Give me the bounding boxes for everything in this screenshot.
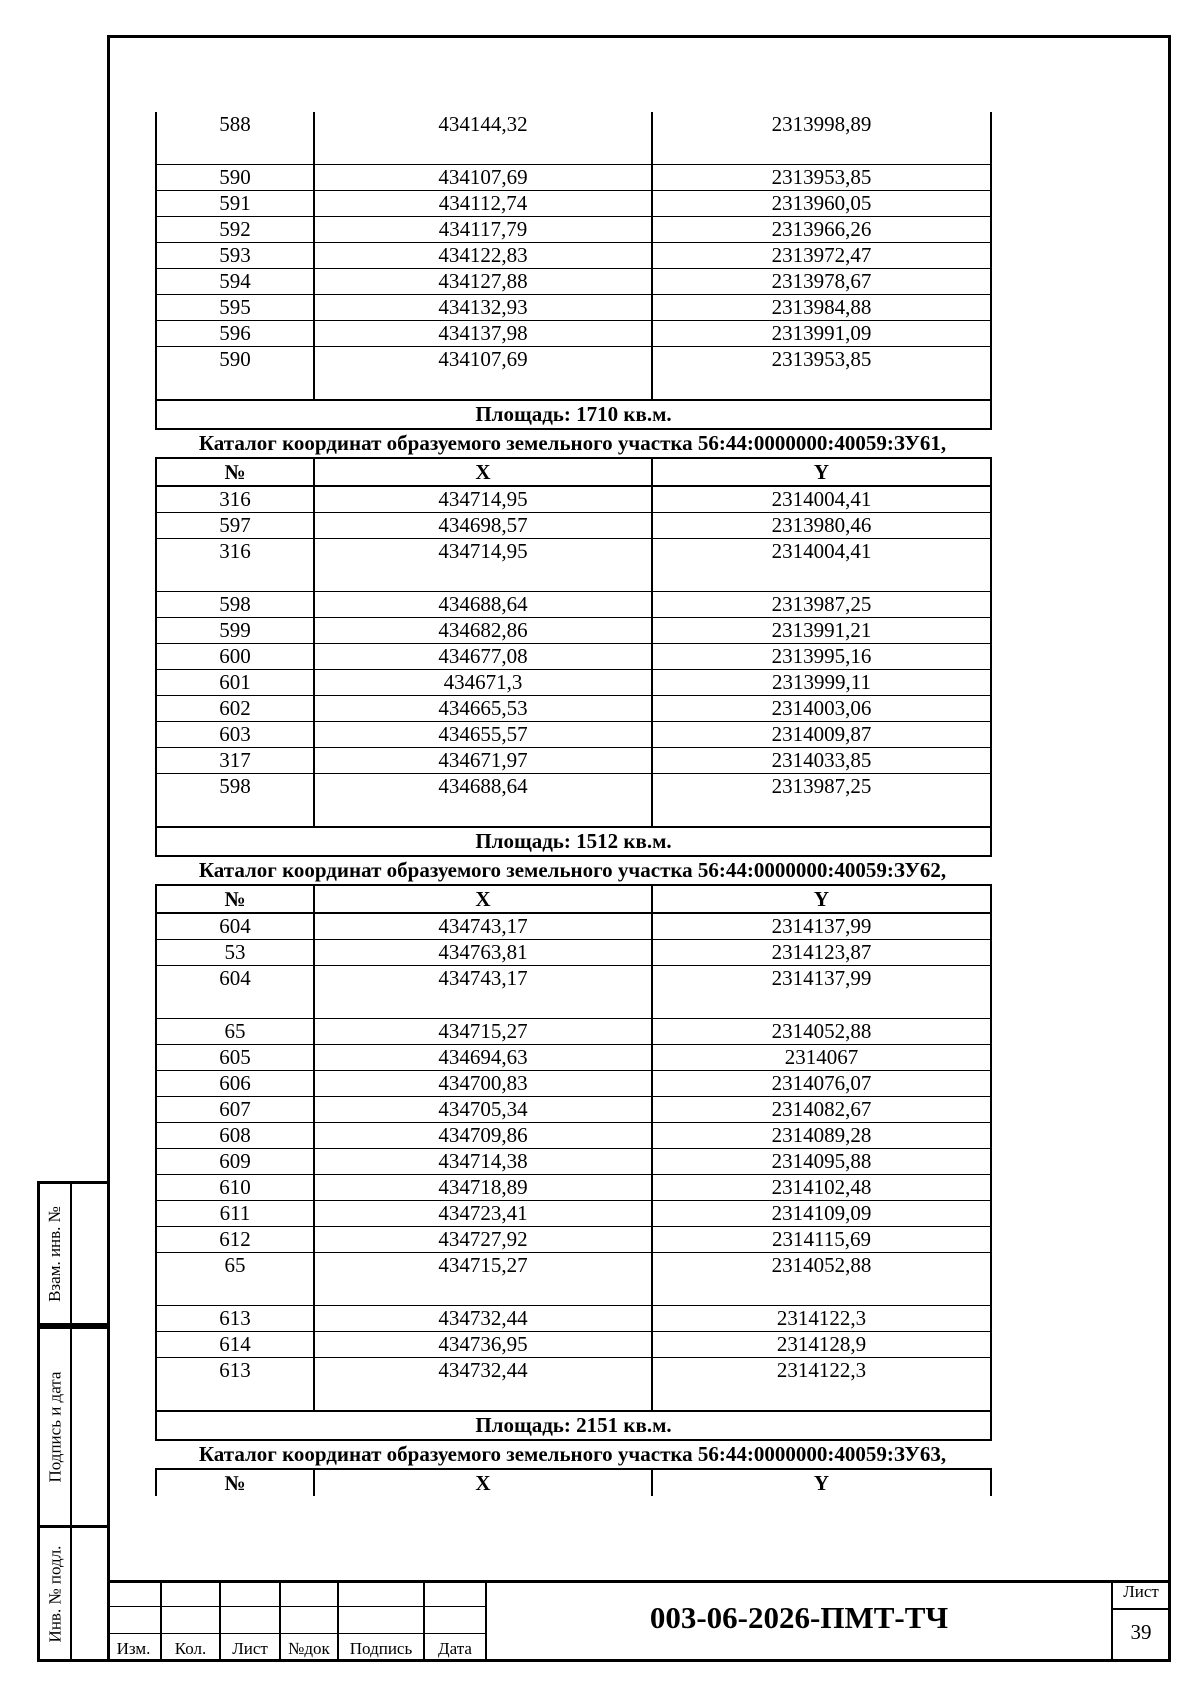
table-row	[156, 618, 991, 644]
sidebar-podpis-box	[37, 1326, 107, 1528]
y-coordinate: 2314122,3	[652, 1358, 991, 1412]
y-coordinate: 2314122,3	[652, 1306, 991, 1332]
table-header	[156, 1469, 991, 1496]
table-row	[156, 243, 991, 269]
coordinate-catalog	[155, 112, 990, 1496]
y-coordinate: 2313991,21	[652, 618, 991, 644]
y-coordinate: 2314123,87	[652, 940, 991, 966]
catalog-title: Каталог координат образуемого земельного участка 56:44:0000000:40059:ЗУ63,	[198, 1442, 947, 1466]
point-number: 603	[156, 722, 314, 748]
kol-label: Кол.	[174, 1639, 207, 1658]
point-number: 596	[156, 321, 314, 347]
table-row	[156, 1201, 991, 1227]
y-header: Y	[652, 885, 991, 913]
list-label: Лист	[232, 1639, 268, 1658]
point-number: 599	[156, 618, 314, 644]
x-coordinate: 434714,95	[314, 539, 652, 592]
table-row	[156, 165, 991, 191]
table-row	[156, 722, 991, 748]
y-coordinate: 2314052,88	[652, 1253, 991, 1306]
point-number: 604	[156, 913, 314, 940]
x-coordinate: 434715,27	[314, 1253, 652, 1306]
y-coordinate: 2314137,99	[652, 966, 991, 1019]
table-row	[156, 1019, 991, 1045]
x-coordinate: 434718,89	[314, 1175, 652, 1201]
y-coordinate: 2313984,88	[652, 295, 991, 321]
table-row	[156, 1149, 991, 1175]
point-number: 613	[156, 1358, 314, 1412]
coordinates-table	[155, 457, 992, 857]
table-row	[156, 269, 991, 295]
sidebar-inv-box	[37, 1525, 107, 1662]
y-coordinate: 2314102,48	[652, 1175, 991, 1201]
area-total: Площадь: 1710 кв.м.	[156, 400, 991, 429]
y-coordinate: 2314115,69	[652, 1227, 991, 1253]
point-number: 601	[156, 670, 314, 696]
point-number: 602	[156, 696, 314, 722]
x-coordinate: 434127,88	[314, 269, 652, 295]
x-coordinate: 434655,57	[314, 722, 652, 748]
x-header: X	[314, 1469, 652, 1496]
table-row	[156, 1175, 991, 1201]
point-number: 594	[156, 269, 314, 295]
table-row	[156, 1306, 991, 1332]
table-row	[156, 670, 991, 696]
point-number: 609	[156, 1149, 314, 1175]
catalog-title: Каталог координат образуемого земельного участка 56:44:0000000:40059:ЗУ62,	[198, 858, 947, 882]
y-coordinate: 2314089,28	[652, 1123, 991, 1149]
table-row	[156, 513, 991, 539]
point-number: 598	[156, 592, 314, 618]
point-number: 593	[156, 243, 314, 269]
table-row	[156, 913, 991, 940]
table-row	[156, 774, 991, 828]
y-header: Y	[652, 1469, 991, 1496]
point-number-header: №	[156, 885, 314, 913]
x-coordinate: 434122,83	[314, 243, 652, 269]
y-coordinate: 2313995,16	[652, 644, 991, 670]
y-coordinate: 2313987,25	[652, 592, 991, 618]
x-coordinate: 434107,69	[314, 347, 652, 401]
y-coordinate: 2314095,88	[652, 1149, 991, 1175]
point-number: 604	[156, 966, 314, 1019]
y-coordinate: 2314137,99	[652, 913, 991, 940]
table-row	[156, 112, 991, 165]
x-coordinate: 434132,93	[314, 295, 652, 321]
y-coordinate: 2313972,47	[652, 243, 991, 269]
sheet-number: 39	[1130, 1620, 1152, 1644]
x-coordinate: 434715,27	[314, 1019, 652, 1045]
point-number: 614	[156, 1332, 314, 1358]
point-number: 65	[156, 1253, 314, 1306]
y-coordinate: 2314004,41	[652, 486, 991, 513]
area-total: Площадь: 2151 кв.м.	[156, 1411, 991, 1440]
x-coordinate: 434671,3	[314, 670, 652, 696]
x-coordinate: 434700,83	[314, 1071, 652, 1097]
coordinates-table	[155, 112, 992, 430]
y-coordinate: 2313978,67	[652, 269, 991, 295]
point-number: 607	[156, 1097, 314, 1123]
table-row	[156, 1332, 991, 1358]
x-coordinate: 434671,97	[314, 748, 652, 774]
y-coordinate: 2313998,89	[652, 112, 991, 165]
table-header	[156, 458, 991, 486]
point-number: 53	[156, 940, 314, 966]
x-coordinate: 434732,44	[314, 1358, 652, 1412]
x-coordinate: 434743,17	[314, 966, 652, 1019]
y-coordinate: 2313999,11	[652, 670, 991, 696]
y-coordinate: 2313980,46	[652, 513, 991, 539]
point-number: 590	[156, 165, 314, 191]
table-row	[156, 486, 991, 513]
point-number-header: №	[156, 1469, 314, 1496]
x-coordinate: 434698,57	[314, 513, 652, 539]
y-coordinate: 2314033,85	[652, 748, 991, 774]
x-coordinate: 434763,81	[314, 940, 652, 966]
x-coordinate: 434688,64	[314, 774, 652, 828]
x-coordinate: 434144,32	[314, 112, 652, 165]
x-coordinate: 434714,95	[314, 486, 652, 513]
table-row	[156, 1227, 991, 1253]
table-row	[156, 1358, 991, 1412]
point-number: 597	[156, 513, 314, 539]
table-row	[156, 539, 991, 592]
x-coordinate: 434705,34	[314, 1097, 652, 1123]
x-coordinate: 434732,44	[314, 1306, 652, 1332]
point-number: 592	[156, 217, 314, 243]
table-row	[156, 644, 991, 670]
table-header	[156, 885, 991, 913]
table-row	[156, 940, 991, 966]
table-row	[156, 321, 991, 347]
x-coordinate: 434117,79	[314, 217, 652, 243]
podpis-label: Подпись	[349, 1639, 413, 1658]
x-coordinate: 434723,41	[314, 1201, 652, 1227]
x-coordinate: 434677,08	[314, 644, 652, 670]
y-coordinate: 2314082,67	[652, 1097, 991, 1123]
point-number-header: №	[156, 458, 314, 486]
y-coordinate: 2314052,88	[652, 1019, 991, 1045]
point-number: 590	[156, 347, 314, 401]
point-number: 598	[156, 774, 314, 828]
x-coordinate: 434665,53	[314, 696, 652, 722]
izm-label: Изм.	[116, 1639, 151, 1658]
point-number: 613	[156, 1306, 314, 1332]
point-number: 65	[156, 1019, 314, 1045]
y-coordinate: 2314003,06	[652, 696, 991, 722]
x-coordinate: 434137,98	[314, 321, 652, 347]
point-number: 611	[156, 1201, 314, 1227]
table-row	[156, 1253, 991, 1306]
x-coordinate: 434694,63	[314, 1045, 652, 1071]
y-coordinate: 2313953,85	[652, 165, 991, 191]
point-number: 605	[156, 1045, 314, 1071]
x-coordinate: 434107,69	[314, 165, 652, 191]
data-label: Дата	[438, 1639, 472, 1658]
x-coordinate: 434743,17	[314, 913, 652, 940]
point-number: 608	[156, 1123, 314, 1149]
point-number: 316	[156, 539, 314, 592]
table-row	[156, 748, 991, 774]
x-coordinate: 434736,95	[314, 1332, 652, 1358]
y-coordinate: 2314067	[652, 1045, 991, 1071]
point-number: 316	[156, 486, 314, 513]
sheet-label: Лист	[1123, 1582, 1159, 1601]
area-total: Площадь: 1512 кв.м.	[156, 827, 991, 856]
x-coordinate: 434714,38	[314, 1149, 652, 1175]
document-code: 003-06-2026-ПМТ-ТЧ	[649, 1600, 949, 1635]
ndok-label: №док	[288, 1639, 330, 1658]
table-row	[156, 295, 991, 321]
y-coordinate: 2313991,09	[652, 321, 991, 347]
y-coordinate: 2313987,25	[652, 774, 991, 828]
y-coordinate: 2313960,05	[652, 191, 991, 217]
table-row	[156, 217, 991, 243]
table-row	[156, 191, 991, 217]
y-coordinate: 2314009,87	[652, 722, 991, 748]
table-row	[156, 347, 991, 401]
point-number: 588	[156, 112, 314, 165]
point-number: 606	[156, 1071, 314, 1097]
x-header: X	[314, 458, 652, 486]
y-header: Y	[652, 458, 991, 486]
sidebar-podpis-label: Подпись и дата	[45, 1371, 64, 1483]
x-coordinate: 434688,64	[314, 592, 652, 618]
point-number: 612	[156, 1227, 314, 1253]
y-coordinate: 2314004,41	[652, 539, 991, 592]
x-header: X	[314, 885, 652, 913]
y-coordinate: 2313953,85	[652, 347, 991, 401]
sidebar-inv-label: Инв. № подл.	[45, 1545, 64, 1642]
table-row	[156, 1097, 991, 1123]
x-coordinate: 434727,92	[314, 1227, 652, 1253]
title-block	[107, 1580, 1171, 1662]
point-number: 600	[156, 644, 314, 670]
x-coordinate: 434112,74	[314, 191, 652, 217]
table-row	[156, 1071, 991, 1097]
y-coordinate: 2314076,07	[652, 1071, 991, 1097]
point-number: 610	[156, 1175, 314, 1201]
table-row	[156, 696, 991, 722]
sidebar-vzam-label: Взам. инв. №	[45, 1205, 64, 1302]
x-coordinate: 434709,86	[314, 1123, 652, 1149]
y-coordinate: 2313966,26	[652, 217, 991, 243]
x-coordinate: 434682,86	[314, 618, 652, 644]
point-number: 591	[156, 191, 314, 217]
sidebar-vzam-box	[37, 1181, 107, 1326]
y-coordinate: 2314109,09	[652, 1201, 991, 1227]
point-number: 317	[156, 748, 314, 774]
coordinates-table	[155, 884, 992, 1441]
table-row	[156, 1045, 991, 1071]
catalog-title: Каталог координат образуемого земельного участка 56:44:0000000:40059:ЗУ61,	[198, 431, 947, 455]
table-row	[156, 966, 991, 1019]
table-row	[156, 592, 991, 618]
y-coordinate: 2314128,9	[652, 1332, 991, 1358]
table-row	[156, 1123, 991, 1149]
coordinates-table	[155, 1468, 992, 1496]
point-number: 595	[156, 295, 314, 321]
